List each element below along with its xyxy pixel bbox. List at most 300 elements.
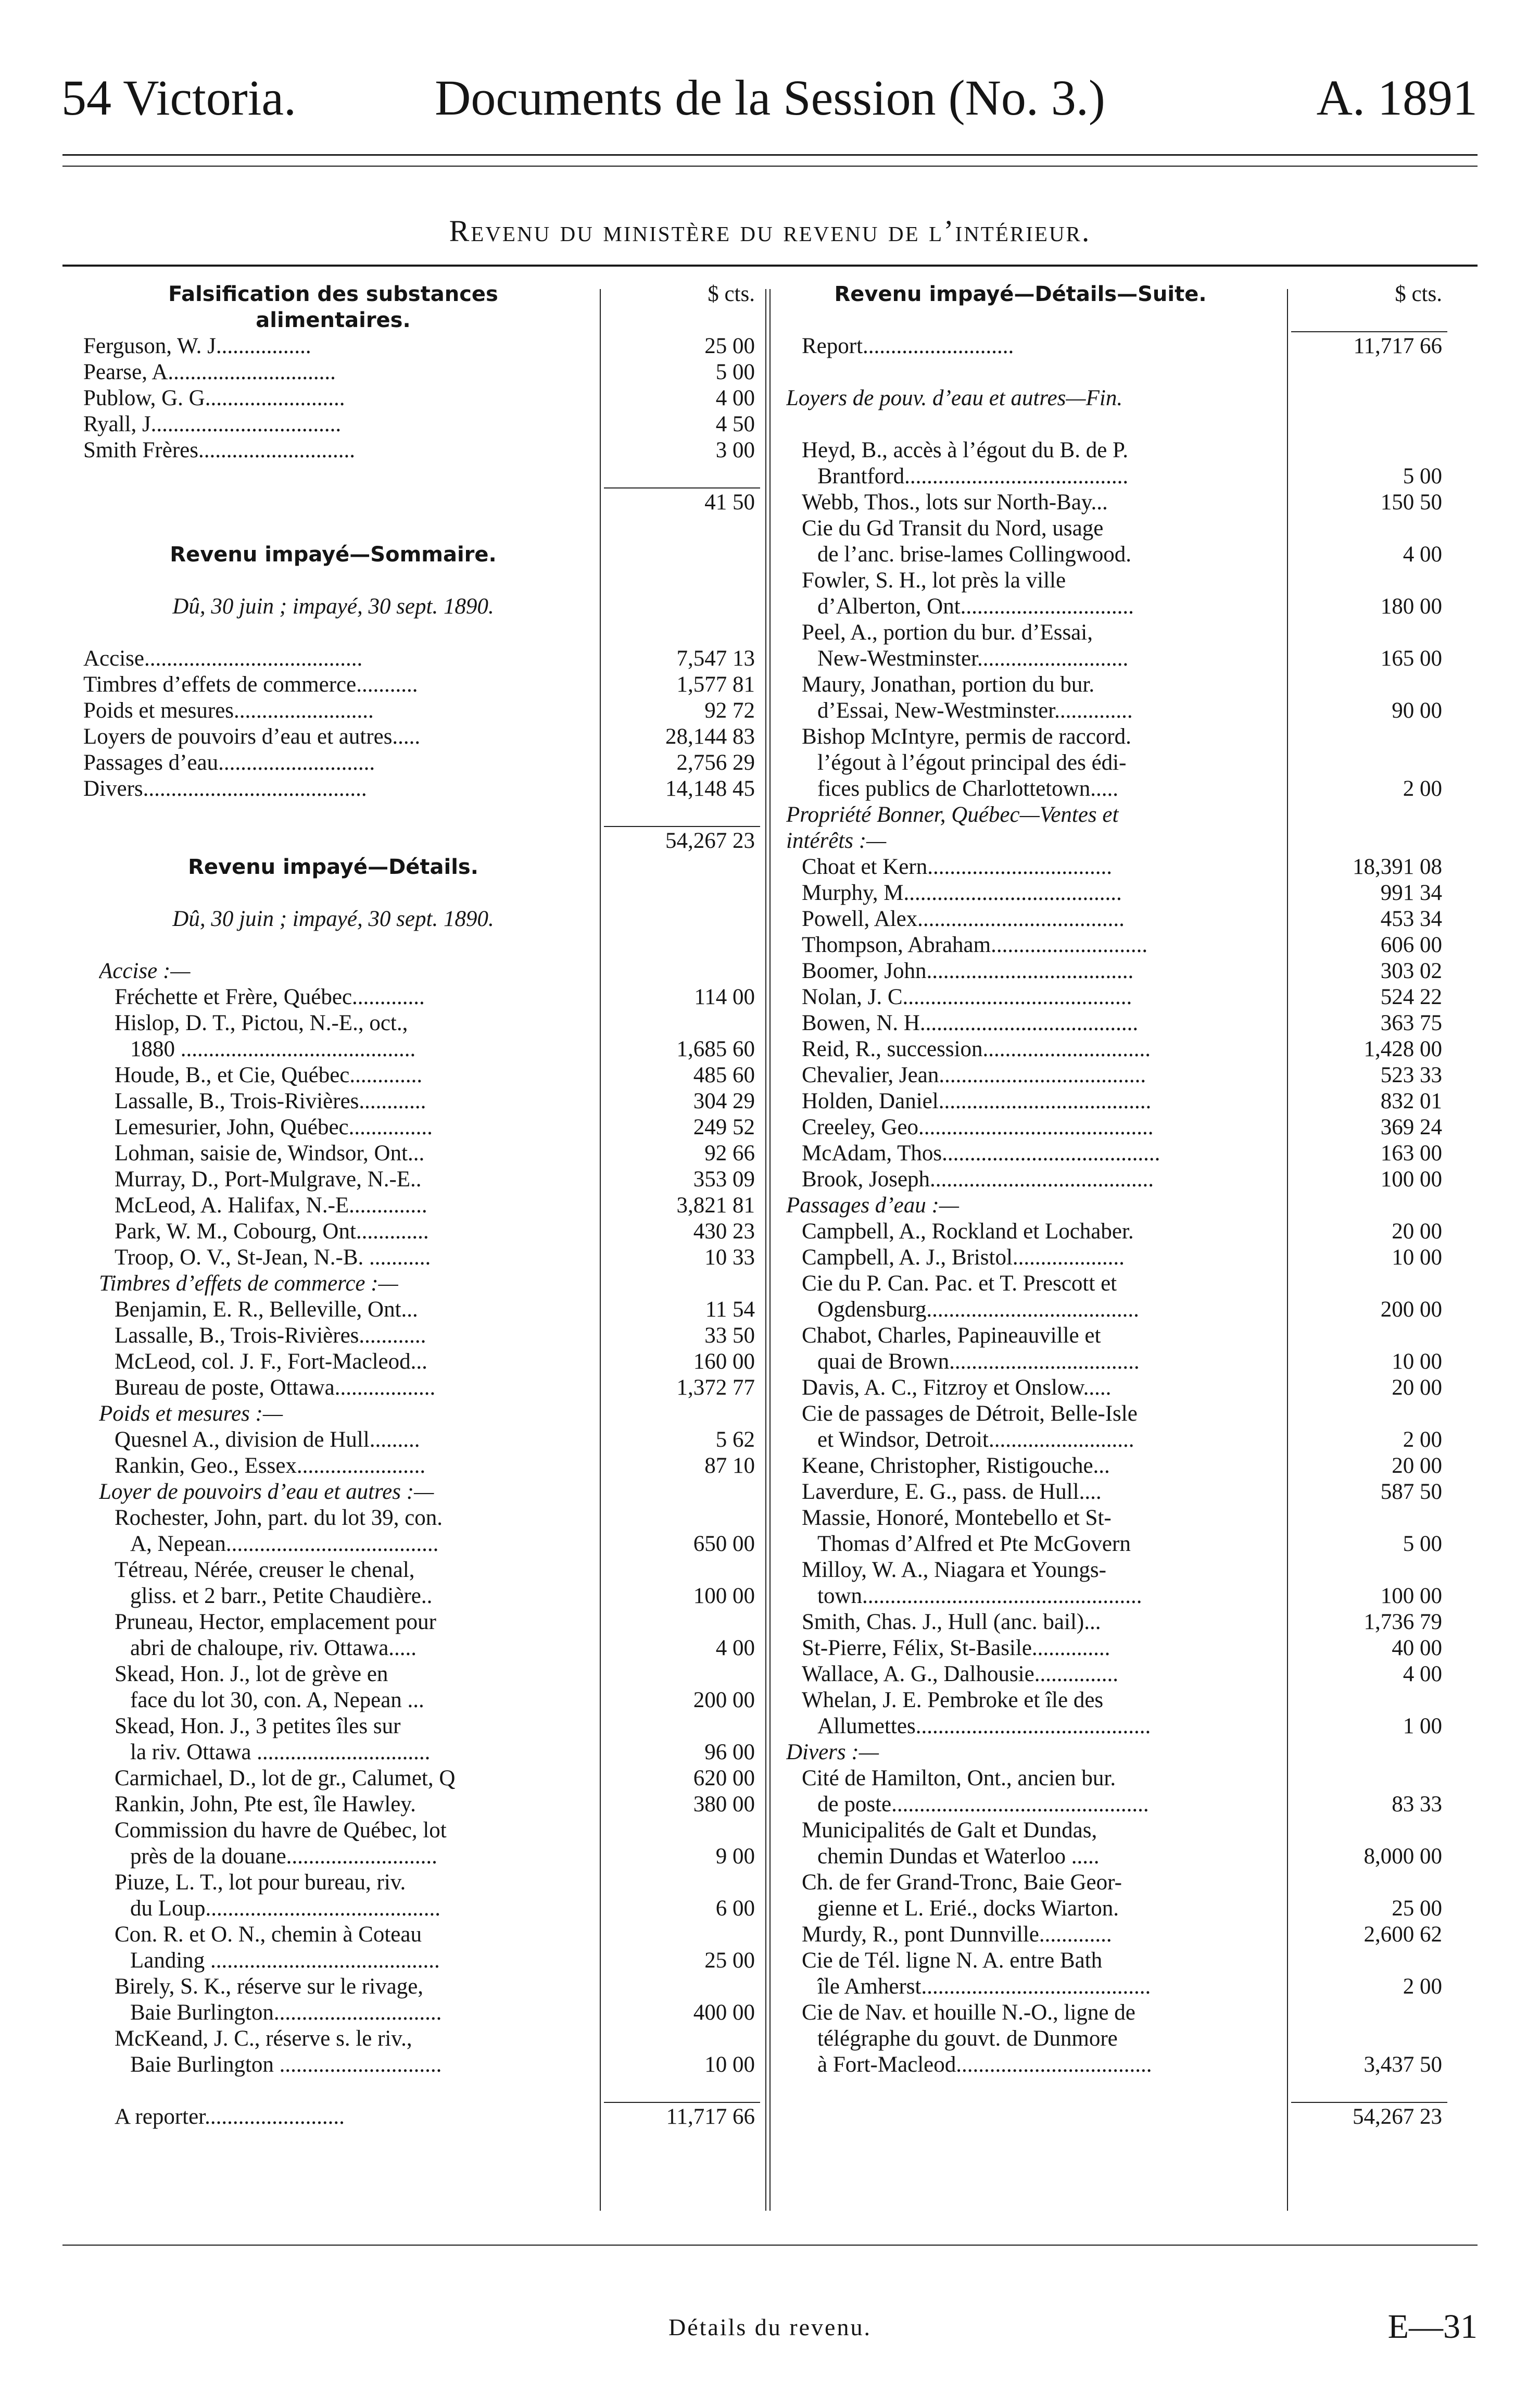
entry-label: Reid, R., succession.............................. <box>802 1037 1151 1061</box>
entry-label: Benjamin, E. R., Belleville, Ont... <box>115 1297 418 1322</box>
ledger-row <box>83 2078 760 2104</box>
ledger-row <box>83 1974 760 2000</box>
ledger-row <box>771 1297 1447 1323</box>
ledger-row <box>771 1088 1447 1114</box>
entry-label: la riv. Ottawa ............................... <box>130 1740 431 1764</box>
entry-label: Park, W. M., Cobourg, Ont............. <box>115 1219 429 1244</box>
ledger-row <box>771 1245 1447 1271</box>
entry-label: Lassalle, B., Trois-Rivières............ <box>115 1089 426 1113</box>
entry-label: gienne et L. Erié., docks Wiarton. <box>817 1896 1119 1921</box>
ledger-row <box>83 1713 760 1739</box>
entry-amount: 200 00 <box>1380 1297 1442 1322</box>
entry-label: de poste.............................................. <box>817 1792 1149 1816</box>
entry-amount: 100 00 <box>1380 1167 1442 1192</box>
ledger-row <box>83 1453 760 1479</box>
sum-rule <box>604 487 760 488</box>
entry-amount: 4 00 <box>1403 1662 1442 1686</box>
entry-amount: 606 00 <box>1380 933 1442 957</box>
ledger-row <box>771 2052 1447 2078</box>
entry-label: Lemesurier, John, Québec............... <box>115 1115 433 1139</box>
entry-label: McLeod, A. Halifax, N.-E.............. <box>115 1193 427 1218</box>
entry-label: Thomas d’Alfred et Pte McGovern <box>817 1532 1131 1556</box>
ledger-row <box>83 1141 760 1167</box>
entry-amount: 11,717 66 <box>666 2104 755 2129</box>
ledger-row <box>83 1036 760 1062</box>
entry-amount: 87 10 <box>704 1454 755 1478</box>
footer-rule <box>62 2245 1478 2246</box>
ledger-row <box>83 1870 760 1896</box>
entry-label: Campbell, A. J., Bristol.................... <box>802 1245 1125 1270</box>
entry-amount: 485 60 <box>693 1063 755 1087</box>
section-heading <box>771 281 1447 307</box>
ledger-row <box>83 1114 760 1141</box>
entry-amount: 83 33 <box>1392 1792 1442 1816</box>
ledger-row <box>771 880 1447 906</box>
header-rule-bottom <box>62 166 1478 167</box>
entry-label: Thompson, Abraham............................ <box>802 933 1148 957</box>
entry-label: McKeand, J. C., réserve s. le riv., <box>115 2026 412 2051</box>
entry-label: de l’anc. brise-lames Collingwood. <box>817 542 1132 567</box>
entry-label: d’Essai, New-Westminster.............. <box>817 698 1133 723</box>
ledger-row <box>771 1167 1447 1193</box>
ledger-row <box>83 1818 760 1844</box>
entry-label: Peel, A., portion du bur. d’Essai, <box>802 620 1093 645</box>
entry-amount: 4 00 <box>1403 542 1442 567</box>
ledger-row <box>83 437 760 463</box>
ledger-row <box>83 1427 760 1453</box>
entry-label: Divers........................................ <box>83 776 367 801</box>
entry-amount: 3,437 50 <box>1364 2052 1442 2077</box>
entry-amount: 587 50 <box>1380 1480 1442 1504</box>
entry-label: McAdam, Thos....................................... <box>802 1141 1160 1166</box>
sum-rule <box>604 2102 760 2103</box>
entry-label: Laverdure, E. G., pass. de Hull.... <box>802 1480 1102 1504</box>
category-heading <box>771 802 1447 828</box>
ledger-row <box>771 2078 1447 2104</box>
ledger-row <box>83 646 760 672</box>
entry-label: Cité de Hamilton, Ont., ancien bur. <box>802 1766 1116 1790</box>
entry-label: McLeod, col. J. F., Fort-Macleod... <box>115 1349 427 1374</box>
entry-label: Tétreau, Nérée, creuser le chenal, <box>115 1558 415 1582</box>
entry-label: Pruneau, Hector, emplacement pour <box>115 1610 436 1634</box>
entry-label: Houde, B., et Cie, Québec............. <box>115 1063 423 1087</box>
ledger-row <box>771 1453 1447 1479</box>
ledger-row <box>771 1114 1447 1141</box>
entry-amount: 92 66 <box>704 1141 755 1166</box>
entry-amount: 28,144 83 <box>665 724 755 749</box>
entry-label: Passages d’eau :— <box>786 1193 960 1218</box>
ledger-row <box>83 776 760 802</box>
right-amount-divider <box>1287 289 1288 2211</box>
entry-amount: 1,736 79 <box>1364 1610 1442 1634</box>
entry-amount: 4 00 <box>715 386 755 410</box>
entry-label: Carmichael, D., lot de gr., Calumet, Q <box>115 1766 456 1790</box>
entry-amount: $ cts. <box>708 282 755 306</box>
ledger-row <box>771 2026 1447 2052</box>
ledger-row <box>771 1141 1447 1167</box>
ledger-row <box>771 1870 1447 1896</box>
footer-section: Détails du revenu. <box>668 2314 872 2340</box>
ledger-row <box>83 1323 760 1349</box>
sum-rule <box>1291 331 1447 332</box>
entry-amount: 165 00 <box>1380 646 1442 671</box>
ledger-row <box>83 1297 760 1323</box>
entry-label: town.................................................. <box>817 1584 1142 1608</box>
category-heading <box>771 1739 1447 1765</box>
entry-amount: 20 00 <box>1392 1375 1442 1400</box>
entry-label: à Fort-Macleod................................... <box>817 2052 1152 2077</box>
entry-label: Maury, Jonathan, portion du bur. <box>802 672 1095 697</box>
entry-label: Passages d’eau............................ <box>83 750 375 775</box>
ledger-row <box>771 1896 1447 1922</box>
ledger-row <box>771 1427 1447 1453</box>
ledger-row <box>83 1791 760 1818</box>
subtotal-row <box>83 828 760 854</box>
entry-label: Bishop McIntyre, permis de raccord. <box>802 724 1131 749</box>
ledger-row <box>771 1505 1447 1531</box>
entry-amount: 524 22 <box>1380 985 1442 1009</box>
entry-label: Fowler, S. H., lot près la ville <box>802 568 1066 593</box>
entry-amount: 453 34 <box>1380 907 1442 931</box>
entry-amount: 11 54 <box>705 1297 755 1322</box>
entry-label: Ryall, J.................................. <box>83 412 342 436</box>
ledger-row <box>771 1687 1447 1713</box>
entry-label: Boomer, John..................................... <box>802 959 1134 983</box>
ledger-row <box>83 984 760 1010</box>
entry-label: Skead, Hon. J., 3 petites îles sur <box>115 1714 401 1738</box>
entry-label: Rankin, Geo., Essex....................... <box>115 1454 426 1478</box>
entry-amount: 20 00 <box>1392 1454 1442 1478</box>
ledger-row <box>83 620 760 646</box>
ledger-row <box>83 1219 760 1245</box>
entry-amount: 2 00 <box>1403 776 1442 801</box>
entry-label: Lassalle, B., Trois-Rivières............ <box>115 1323 426 1348</box>
entry-label: du Loup.......................................... <box>130 1896 441 1921</box>
entry-amount: 380 00 <box>693 1792 755 1816</box>
entry-label: l’égout à l’égout principal des édi- <box>817 750 1127 775</box>
entry-amount: 304 29 <box>693 1089 755 1113</box>
entry-amount: 150 50 <box>1380 490 1442 515</box>
entry-amount: 114 00 <box>694 985 755 1009</box>
entry-label: île Amherst......................................... <box>817 1974 1151 1999</box>
ledger-row <box>771 1818 1447 1844</box>
entry-label: intérêts :— <box>786 829 887 853</box>
ledger-row <box>83 568 760 594</box>
ledger-row <box>771 1479 1447 1505</box>
entry-amount: 1,577 81 <box>676 672 755 697</box>
entry-label: Holden, Daniel...................................... <box>802 1089 1152 1113</box>
entry-label: Massie, Honoré, Montebello et St- <box>802 1506 1112 1530</box>
ledger-row <box>771 984 1447 1010</box>
entry-amount: 3 00 <box>715 438 755 462</box>
entry-amount: 1,372 77 <box>676 1375 755 1400</box>
left-column <box>83 281 760 2130</box>
entry-amount: 2 00 <box>1403 1974 1442 1999</box>
ledger-row <box>83 463 760 490</box>
ledger-row <box>771 1036 1447 1062</box>
entry-label: Lohman, saisie de, Windsor, Ont... <box>115 1141 425 1166</box>
entry-label: Hislop, D. T., Pictou, N.-E., oct., <box>115 1011 408 1035</box>
entry-amount: 832 01 <box>1380 1089 1442 1113</box>
entry-label: Birely, S. K., réserve sur le rivage, <box>115 1974 424 1999</box>
ledger-row <box>771 1323 1447 1349</box>
entry-label: Quesnel A., division de Hull......... <box>115 1427 420 1452</box>
ledger-row <box>771 437 1447 463</box>
ledger-row <box>771 1765 1447 1791</box>
entry-amount: 25 00 <box>704 1948 755 1973</box>
entry-amount: 90 00 <box>1392 698 1442 723</box>
entry-amount: 5 00 <box>1403 1532 1442 1556</box>
entry-label: Ogdensburg...................................... <box>817 1297 1139 1322</box>
ledger-row <box>771 906 1447 932</box>
entry-amount: 100 00 <box>1380 1584 1442 1608</box>
entry-label: Davis, A. C., Fitzroy et Onslow..... <box>802 1375 1112 1400</box>
entry-label: Municipalités de Galt et Dundas, <box>802 1818 1097 1843</box>
header-rule-top <box>62 154 1478 156</box>
entry-label: Campbell, A., Rockland et Lochaber. <box>802 1219 1134 1244</box>
ledger-row <box>83 359 760 385</box>
ledger-row <box>83 932 760 958</box>
entry-label: Bureau de poste, Ottawa.................. <box>115 1375 436 1400</box>
entry-label: Publow, G. G......................... <box>83 386 345 410</box>
ledger-row <box>771 854 1447 880</box>
ledger-row <box>771 307 1447 333</box>
entry-amount: 1,428 00 <box>1364 1037 1442 1061</box>
ledger-row <box>771 1583 1447 1609</box>
entry-amount: 2,600 62 <box>1364 1922 1442 1947</box>
ledger-row <box>83 1505 760 1531</box>
ledger-row <box>83 1844 760 1870</box>
entry-amount: 4 00 <box>715 1636 755 1660</box>
entry-label: Ferguson, W. J................. <box>83 334 311 358</box>
ledger-row <box>771 1531 1447 1557</box>
entry-amount: 54,267 23 <box>1353 2104 1442 2129</box>
entry-label: Milloy, W. A., Niagara et Youngs- <box>802 1558 1106 1582</box>
ledger-row <box>83 2026 760 2052</box>
ledger-row <box>771 776 1447 802</box>
ledger-row <box>83 1557 760 1583</box>
entry-label: Smith Frères............................ <box>83 438 355 462</box>
subtotal-row <box>83 490 760 516</box>
entry-label: Accise :— <box>99 959 191 983</box>
entry-label: quai de Brown.................................. <box>817 1349 1140 1374</box>
ledger-row <box>771 724 1447 750</box>
section-heading <box>83 542 760 568</box>
entry-amount: 1 00 <box>1403 1714 1442 1738</box>
ledger-row <box>771 1062 1447 1088</box>
entry-label: Ch. de fer Grand-Tronc, Baie Geor- <box>802 1870 1122 1895</box>
entry-label: Allumettes.......................................... <box>817 1714 1151 1738</box>
entry-label: Poids et mesures......................... <box>83 698 374 723</box>
category-heading <box>83 1479 760 1505</box>
entry-label: Skead, Hon. J., lot de grève en <box>115 1662 388 1686</box>
ledger-row <box>771 1974 1447 2000</box>
ledger-row <box>771 1219 1447 1245</box>
entry-label: Smith, Chas. J., Hull (anc. bail)... <box>802 1610 1101 1634</box>
column-divider-b <box>769 289 771 2211</box>
ledger-row <box>771 1271 1447 1297</box>
ledger-row <box>83 1010 760 1036</box>
carry-forward-row <box>83 2104 760 2130</box>
ledger-row <box>83 411 760 437</box>
entry-amount: 54,267 23 <box>665 829 755 853</box>
entry-amount: 14,148 45 <box>665 776 755 801</box>
right-column <box>771 281 1447 2130</box>
ledger-row <box>771 1713 1447 1739</box>
entry-amount: 33 50 <box>704 1323 755 1348</box>
entry-label: et Windsor, Detroit.......................... <box>817 1427 1134 1452</box>
ledger-row <box>83 333 760 359</box>
entry-label: Con. R. et O. N., chemin à Coteau <box>115 1922 422 1947</box>
ledger-row <box>83 2052 760 2078</box>
ledger-row <box>771 516 1447 542</box>
entry-label: fices publics de Charlottetown..... <box>817 776 1118 801</box>
entry-amount: 163 00 <box>1380 1141 1442 1166</box>
entry-amount: 1,685 60 <box>676 1037 755 1061</box>
ledger-row <box>83 1245 760 1271</box>
entry-label: gliss. et 2 barr., Petite Chaudière.. <box>130 1584 433 1608</box>
entry-amount: 6 00 <box>715 1896 755 1921</box>
ledger-row <box>83 1765 760 1791</box>
sum-rule <box>1291 2102 1447 2103</box>
category-heading <box>771 828 1447 854</box>
section-heading <box>83 307 760 333</box>
entry-label: Loyers de pouvoirs d’eau et autres..... <box>83 724 421 749</box>
entry-amount: 7,547 13 <box>676 646 755 671</box>
entry-amount: 5 00 <box>715 360 755 384</box>
entry-label: Whelan, J. E. Pembroke et île des <box>802 1688 1104 1712</box>
ledger-row <box>83 750 760 776</box>
entry-amount: 160 00 <box>693 1349 755 1374</box>
ledger-row <box>771 1401 1447 1427</box>
entry-amount: 353 09 <box>693 1167 755 1192</box>
entry-label: Landing ......................................... <box>130 1948 440 1973</box>
ledger-row <box>771 1375 1447 1401</box>
carry-forward-row <box>771 2104 1447 2130</box>
entry-amount: 8,000 00 <box>1364 1844 1442 1869</box>
ledger-row <box>771 1010 1447 1036</box>
ledger-row <box>771 463 1447 490</box>
page-title: Revenu du ministère du revenu de l’intérieur. <box>449 214 1091 248</box>
ledger-row <box>83 698 760 724</box>
header-volume: 54 Victoria. <box>61 70 297 126</box>
entry-label: Falsification des substances <box>168 282 498 306</box>
entry-label: abri de chaloupe, riv. Ottawa..... <box>130 1636 417 1660</box>
entry-label: Murray, D., Port-Mulgrave, N.-E.. <box>115 1167 422 1192</box>
category-heading <box>83 1271 760 1297</box>
entry-label: Brook, Joseph........................................ <box>802 1167 1154 1192</box>
ledger-row <box>83 516 760 542</box>
ledger-row <box>771 594 1447 620</box>
date-note <box>83 906 760 932</box>
carry-forward-row <box>771 333 1447 359</box>
ledger-row <box>83 724 760 750</box>
ledger-row <box>771 1609 1447 1635</box>
entry-label: Timbres d’effets de commerce........... <box>83 672 418 697</box>
entry-label: Murdy, R., pont Dunnville............. <box>802 1922 1112 1947</box>
entry-label: Keane, Christopher, Ristigouche... <box>802 1454 1110 1478</box>
ledger-row <box>83 1583 760 1609</box>
ledger-row <box>771 932 1447 958</box>
entry-label: Divers :— <box>786 1740 879 1764</box>
entry-label: Creeley, Geo.......................................... <box>802 1115 1154 1139</box>
ledger-row <box>83 385 760 411</box>
entry-label: Murphy, M....................................... <box>802 881 1122 905</box>
entry-label: Poids et mesures :— <box>99 1401 283 1426</box>
ledger-row <box>771 1349 1447 1375</box>
entry-label: Rankin, John, Pte est, île Hawley. <box>115 1792 416 1816</box>
entry-amount: 96 00 <box>704 1740 755 1764</box>
entry-amount: 25 00 <box>1392 1896 1442 1921</box>
entry-label: Cie de passages de Détroit, Belle-Isle <box>802 1401 1138 1426</box>
entry-amount: 523 33 <box>1380 1063 1442 1087</box>
entry-label: Webb, Thos., lots sur North-Bay... <box>802 490 1108 515</box>
entry-label: New-Westminster........................... <box>817 646 1129 671</box>
entry-label: Cie de Tél. ligne N. A. entre Bath <box>802 1948 1103 1973</box>
entry-amount: 249 52 <box>693 1115 755 1139</box>
ledger-row <box>771 411 1447 437</box>
ledger-row <box>83 1896 760 1922</box>
entry-amount: 10 33 <box>704 1245 755 1270</box>
entry-label: Bowen, N. H....................................... <box>802 1011 1139 1035</box>
entry-amount: 650 00 <box>693 1532 755 1556</box>
entry-amount: 2,756 29 <box>676 750 755 775</box>
ledger-row <box>83 672 760 698</box>
ledger-row <box>771 568 1447 594</box>
entry-label: chemin Dundas et Waterloo ..... <box>817 1844 1100 1869</box>
ledger-row <box>771 646 1447 672</box>
entry-amount: 18,391 08 <box>1353 855 1442 879</box>
ledger-row <box>83 1922 760 1948</box>
left-amount-divider <box>600 289 601 2211</box>
entry-label: Report........................... <box>802 334 1014 358</box>
entry-amount: 10 00 <box>1392 1349 1442 1374</box>
ledger-row <box>83 1349 760 1375</box>
entry-amount: 400 00 <box>693 2000 755 2025</box>
entry-amount: 40 00 <box>1392 1636 1442 1660</box>
category-heading <box>771 1193 1447 1219</box>
ledger-row <box>771 672 1447 698</box>
category-heading <box>83 958 760 984</box>
entry-label: Heyd, B., accès à l’égout du B. de P. <box>802 438 1128 462</box>
ledger-row <box>83 1635 760 1661</box>
entry-label: Accise....................................... <box>83 646 363 671</box>
entry-amount: 10 00 <box>704 2052 755 2077</box>
ledger-row <box>771 1791 1447 1818</box>
ledger-row <box>83 1661 760 1687</box>
section-heading <box>83 854 760 880</box>
ledger-row <box>83 1687 760 1713</box>
entry-label: Revenu impayé—Sommaire. <box>170 543 497 567</box>
ledger-row <box>771 1922 1447 1948</box>
entry-label: Fréchette et Frère, Québec............. <box>115 985 425 1009</box>
header-session: Documents de la Session (No. 3.) <box>435 70 1105 126</box>
entry-label: Chevalier, Jean..................................... <box>802 1063 1146 1087</box>
entry-amount: 5 00 <box>1403 464 1442 488</box>
ledger-row <box>771 1844 1447 1870</box>
entry-label: Dû, 30 juin ; impayé, 30 sept. 1890. <box>172 594 494 619</box>
entry-amount: 25 00 <box>704 334 755 358</box>
section-heading <box>83 281 760 307</box>
ledger-row <box>771 490 1447 516</box>
entry-amount: 4 50 <box>715 412 755 436</box>
entry-amount: 3,821 81 <box>676 1193 755 1218</box>
entry-amount: 41 50 <box>704 490 755 515</box>
ledger-row <box>83 1739 760 1765</box>
ledger-row <box>83 1088 760 1114</box>
entry-amount: 363 75 <box>1380 1011 1442 1035</box>
entry-label: Brantford........................................ <box>817 464 1129 488</box>
